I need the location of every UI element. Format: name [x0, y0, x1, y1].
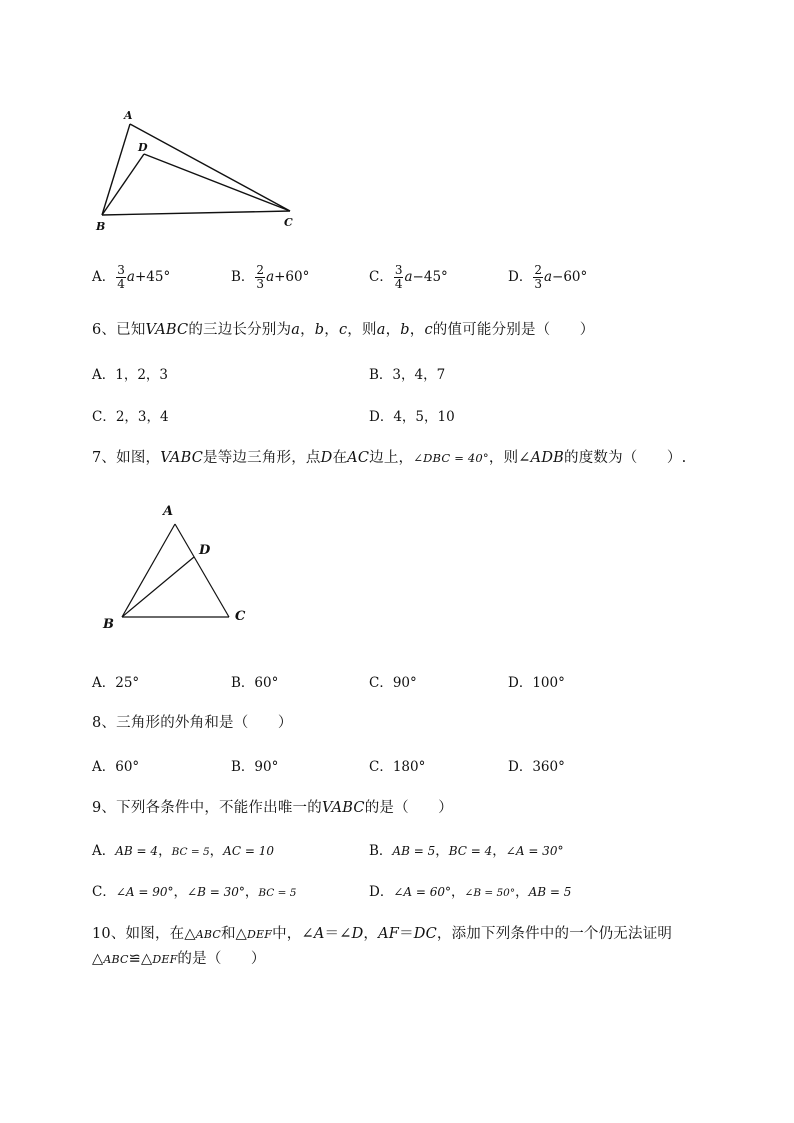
q8-option-d[interactable]: D．360°	[508, 759, 565, 775]
edge-AB	[122, 524, 175, 617]
q10-stem-line1: 10、如图，在△ABC和△DEF中，∠A＝∠D，AF＝DC，添加下列条件中的一个仍无法证明	[92, 926, 673, 942]
edge-BD	[122, 557, 194, 617]
q9-option-b[interactable]: B．AB = 5，BC = 4，∠A = 30°	[369, 843, 564, 859]
q5-triangle-figure	[80, 100, 320, 240]
edge-DC	[144, 154, 290, 211]
q6-option-a[interactable]: A．1，2，3	[92, 367, 169, 383]
q5-option-a[interactable]: A． $\frac{3}{4}$ a+45°	[92, 263, 171, 291]
edge-AC	[175, 524, 229, 617]
q8-option-c[interactable]: C．180°	[369, 759, 426, 775]
q7-stem: 7、如图，VABC是等边三角形，点D在AC边上，∠DBC = 40°，则∠ADB的度数为（ ）.	[92, 450, 687, 466]
label-A: A	[163, 504, 174, 519]
q9-option-d[interactable]: D．∠A = 60°，∠B = 50°，AB = 5	[369, 884, 572, 900]
q6-option-b[interactable]: B．3，4，7	[369, 367, 446, 383]
q5-option-c[interactable]: C． $\frac{3}{4}$ a−45°	[369, 263, 448, 291]
q5-option-d[interactable]: D． $\frac{2}{3}$ a−60°	[508, 263, 588, 291]
q7-option-c[interactable]: C．90°	[369, 675, 417, 691]
label-D: D	[199, 543, 211, 558]
q9-option-c[interactable]: C．∠A = 90°，∠B = 30°，BC = 5	[92, 884, 297, 900]
edge-AB	[102, 124, 130, 215]
q7-option-a[interactable]: A．25°	[92, 675, 140, 691]
label-B: B	[96, 220, 106, 233]
q6-option-c[interactable]: C．2，3，4	[92, 409, 169, 425]
q9-stem: 9、下列各条件中，不能作出唯一的VABC的是（ ）	[92, 800, 453, 816]
edge-BC	[102, 211, 290, 215]
q8-option-a[interactable]: A．60°	[92, 759, 140, 775]
edge-AC	[130, 124, 290, 211]
q8-stem: 8、三角形的外角和是（ ）	[92, 715, 293, 731]
q7-option-b[interactable]: B．60°	[231, 675, 279, 691]
label-D: D	[138, 141, 148, 154]
q7-option-d[interactable]: D．100°	[508, 675, 565, 691]
q7-triangle-figure	[95, 498, 275, 638]
label-B: B	[103, 617, 114, 632]
q9-option-a[interactable]: A．AB = 4，BC = 5，AC = 10	[92, 843, 274, 859]
q5-option-b[interactable]: B． $\frac{2}{3}$ a+60°	[231, 263, 310, 291]
label-C: C	[284, 216, 293, 229]
label-C: C	[235, 609, 246, 624]
label-A: A	[124, 109, 133, 122]
q10-stem-line2: △ABC≌△DEF的是（ ）	[92, 951, 266, 967]
edge-BD	[102, 154, 144, 215]
q8-option-b[interactable]: B．90°	[231, 759, 279, 775]
q6-option-d[interactable]: D．4，5，10	[369, 409, 455, 425]
q6-stem: 6、已知VABC的三边长分别为a，b，c，则a，b，c的值可能分别是（ ）	[92, 322, 595, 338]
